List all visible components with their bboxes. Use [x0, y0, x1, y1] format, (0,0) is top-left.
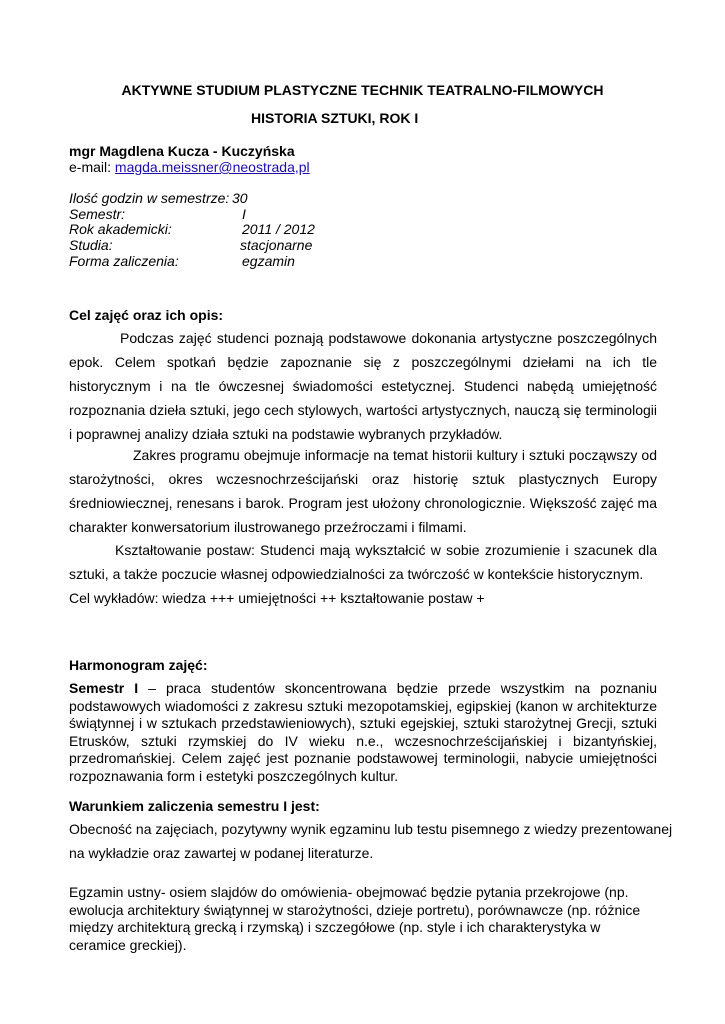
- info-label-year: Rok akademicki:: [69, 221, 172, 237]
- semester-label: Semestr I: [69, 680, 139, 696]
- schedule-paragraph: [69, 680, 657, 785]
- goals-paragraph-2: Zakres programu obejmuje informacje na temat historii kultury i sztuki począwszy od starożytności, okres wczesnochrześcijański oraz historię sztuk plastycznych Europy średniowiecznej, renesans i barok. Program jest ułożony chronologicznie. Większość zajęć ma charakter konwersatorium ilustrowanego przeźroczami i filmami.: [69, 447, 657, 535]
- info-value-year: 2011 / 2012: [242, 221, 315, 237]
- author-email-line: [69, 159, 310, 175]
- conditions-heading: Warunkiem zaliczenia semestru I jest:: [69, 798, 320, 814]
- email-link[interactable]: magda.meissner@neostrada,pl: [114, 159, 310, 175]
- info-value-semester: I: [242, 206, 246, 222]
- info-label-hours: Ilość godzin w semestrze:: [69, 190, 230, 206]
- conditions-line-2: na wykładzie oraz zawartej w podanej literaturze.: [69, 845, 374, 861]
- course-title: HISTORIA SZTUKI, ROK I: [251, 110, 419, 126]
- conditions-line-1: Obecność na zajęciach, pozytywny wynik egzaminu lub testu pisemnego z wiedzy prezentowanej: [69, 821, 673, 837]
- info-value-hours: 30: [232, 190, 248, 206]
- info-label-studies: Studia:: [69, 237, 113, 253]
- info-label-form: Forma zaliczenia:: [69, 253, 179, 269]
- info-value-studies: stacjonarne: [240, 237, 313, 253]
- schedule-text: – praca studentów skoncentrowana będzie przede wszystkim na poznaniu podstawowych wiadomości z zakresu sztuki mezopotamskiej, egipskiej (kanon w architekturze świątynnej i w sztukach przedstawieniowych), sztuki egejskiej, sztuki starożytnej Grecji, sztuki Etrusków, sztuki rzymskiej do IV wieku n.e., wczesnochrześcijańskiej i bizantyńskiej, przedromańskiej. Celem zajęć jest poznanie podstawowej terminologii, nabycie umiejętności rozpoznawania form i estetyki poszczególnych kultur.: [69, 680, 657, 784]
- exam-paragraph: Egzamin ustny- osiem slajdów do omówienia- obejmować będzie pytania przekrojowe (np. ewolucja architektury świątynnej w starożytności, dzieje portretu), porównawcze (np. różnice między architekturą grecką i rzymską) i szczegółowe (np. style i ich charakterystyka w ceramice greckiej).: [69, 884, 641, 953]
- info-value-form: egzamin: [242, 253, 295, 269]
- institution-title: AKTYWNE STUDIUM PLASTYCZNE TECHNIK TEATRALNO-FILMOWYCH: [121, 82, 604, 98]
- email-label: e-mail:: [69, 159, 115, 175]
- goals-heading: Cel zajęć oraz ich opis:: [69, 307, 224, 323]
- info-label-semester: Semestr:: [69, 206, 126, 222]
- schedule-heading: Harmonogram zajęć:: [69, 657, 208, 673]
- goals-paragraph-1: Podczas zajęć studenci poznają podstawowe dokonania artystyczne poszczególnych epok. Celem spotkań będzie zapoznanie się z poszczególnymi dziełami na ich tle historycznym i na tle ówczesnej świadomości estetycznej. Studenci nabędą umiejętność rozpoznania dzieła sztuki, jego cech stylowych, wartości artystycznych, nauczą się terminologii i poprawnej analizy działa sztuki na podstawie wybranych przykładów.: [69, 330, 657, 442]
- author-name: mgr Magdlena Kucza - Kuczyńska: [69, 143, 295, 159]
- goals-paragraph-3: Kształtowanie postaw: Studenci mają wykształcić w sobie zrozumienie i szacunek dla sztuki, a także poczucie własnej odpowiedzialności za twórczość w kontekście historycznym.: [69, 542, 657, 582]
- goals-paragraph-4: Cel wykładów: wiedza +++ umiejętności ++ kształtowanie postaw +: [69, 590, 485, 606]
